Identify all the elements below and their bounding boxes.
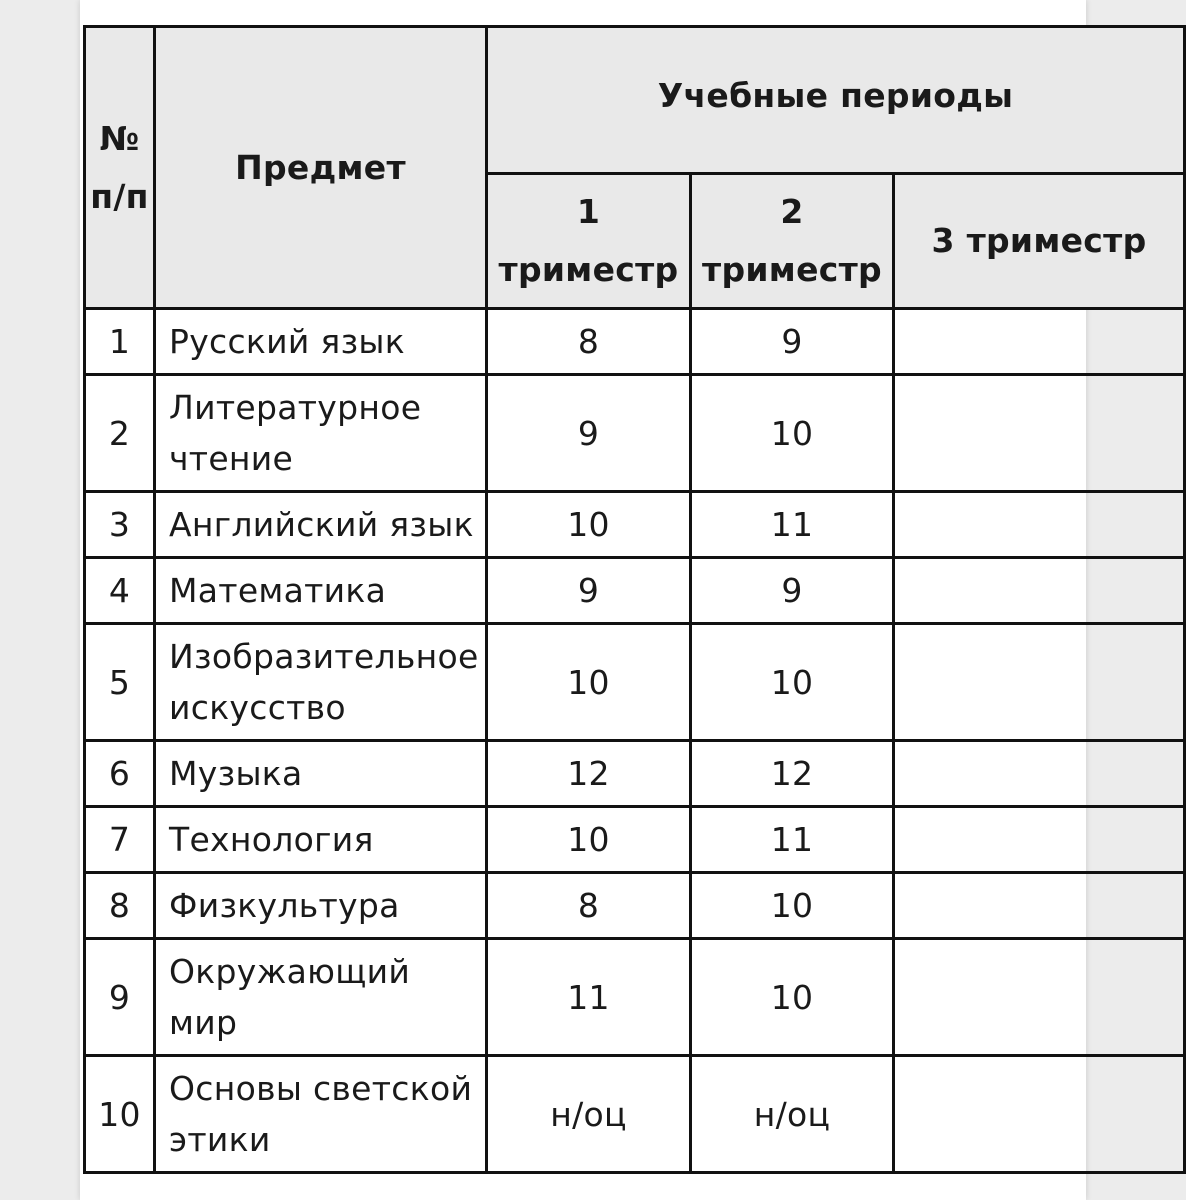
row-grade-term-2: 11 [691,807,894,873]
row-grade-term-1: н/оц [487,1056,691,1173]
row-grade-term-3 [894,375,1185,492]
header-periods: Учебные периоды [487,27,1185,174]
row-number: 1 [85,309,155,375]
row-subject: Английский язык [155,492,487,558]
row-subject: Технология [155,807,487,873]
row-grade-term-1: 10 [487,807,691,873]
row-grade-term-1: 9 [487,558,691,624]
table-row [85,939,1185,1056]
row-subject: Русский язык [155,309,487,375]
row-grade-term-3 [894,558,1185,624]
row-grade-term-2: 9 [691,309,894,375]
row-grade-term-3 [894,807,1185,873]
row-number: 3 [85,492,155,558]
header-number: № п/п [85,27,155,309]
table-row [85,624,1185,741]
table-row [85,309,1185,375]
row-subject: Физкультура [155,873,487,939]
row-grade-term-2: 10 [691,939,894,1056]
row-number: 6 [85,741,155,807]
row-subject: Литературное чтение [155,375,487,492]
row-number: 7 [85,807,155,873]
document-page [80,0,1147,1200]
grades-table [83,25,1186,1174]
row-grade-term-3 [894,309,1185,375]
row-grade-term-3 [894,492,1185,558]
row-grade-term-2: 11 [691,492,894,558]
row-number: 5 [85,624,155,741]
row-grade-term-2: 12 [691,741,894,807]
row-number: 9 [85,939,155,1056]
table-row [85,492,1185,558]
row-grade-term-1: 8 [487,873,691,939]
row-grade-term-3 [894,1056,1185,1173]
table-row [85,375,1185,492]
row-grade-term-3 [894,939,1185,1056]
row-grade-term-1: 8 [487,309,691,375]
row-grade-term-1: 9 [487,375,691,492]
row-subject: Основы светской этики [155,1056,487,1173]
row-grade-term-1: 10 [487,492,691,558]
row-number: 2 [85,375,155,492]
row-grade-term-2: 9 [691,558,894,624]
row-grade-term-2: 10 [691,624,894,741]
header-term-3: 3 триместр [894,174,1185,309]
row-grade-term-3 [894,873,1185,939]
row-grade-term-1: 11 [487,939,691,1056]
table-row [85,807,1185,873]
row-subject: Математика [155,558,487,624]
row-grade-term-3 [894,624,1185,741]
row-number: 10 [85,1056,155,1173]
table-row [85,558,1185,624]
table-row [85,741,1185,807]
row-number: 4 [85,558,155,624]
row-number: 8 [85,873,155,939]
row-subject: Музыка [155,741,487,807]
row-grade-term-1: 12 [487,741,691,807]
row-grade-term-2: 10 [691,873,894,939]
header-term-1: 1 триместр [487,174,691,309]
table-row [85,1056,1185,1173]
row-grade-term-3 [894,741,1185,807]
row-grade-term-2: 10 [691,375,894,492]
header-term-2: 2 триместр [691,174,894,309]
row-subject: Изобразительное искусство [155,624,487,741]
row-grade-term-1: 10 [487,624,691,741]
row-grade-term-2: н/оц [691,1056,894,1173]
header-row-top [85,27,1185,174]
table-row [85,873,1185,939]
row-subject: Окружающий мир [155,939,487,1056]
header-subject: Предмет [155,27,487,309]
